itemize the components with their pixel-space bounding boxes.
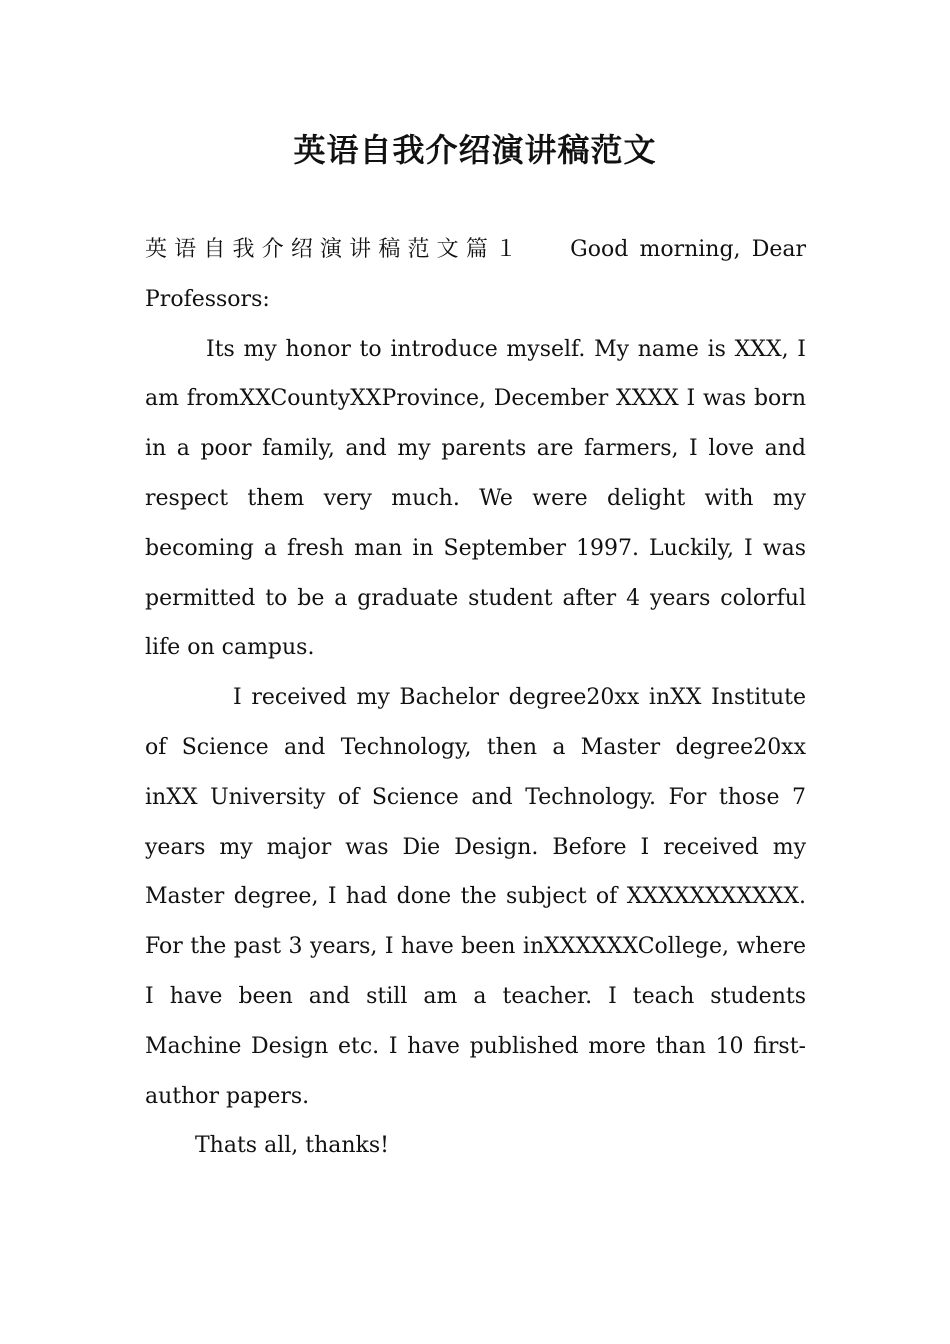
section-heading: 英语自我介绍演讲稿范文篇１ <box>145 237 525 262</box>
document-body <box>145 225 806 1171</box>
greeting-text: Good morning, Dear Professors: <box>145 237 806 312</box>
paragraph-1: Its my honor to introduce myself. My name is XXX, I am fromXXCountyXXProvince, December XXXX I was born in a poor family, and my parents are farmers, I love and respect them very much. We were delight with my becoming a fresh man in September 1997. Luckily, I was permitted to be a graduate student after 4 years colorful life on campus. <box>145 336 806 661</box>
intro-paragraph <box>145 225 806 325</box>
document-title: 英语自我介绍演讲稿范文 <box>293 131 657 169</box>
paragraph-closing: Thats all, thanks! <box>195 1133 390 1159</box>
paragraph-2: I received my Bachelor degree20xx inXX Institute of Science and Technology, then a Master degree20xx inXX University of Science and Technology. For those 7 years my major was Die Design. Before I received my Master degree, I had done the subject of XXXXXXXXXXX. For the past 3 years, I have been inXXXXXXCollege, where I have been and still am a teacher. I teach students Machine Design etc. I have published more than 10 first-author papers. <box>145 685 806 1109</box>
